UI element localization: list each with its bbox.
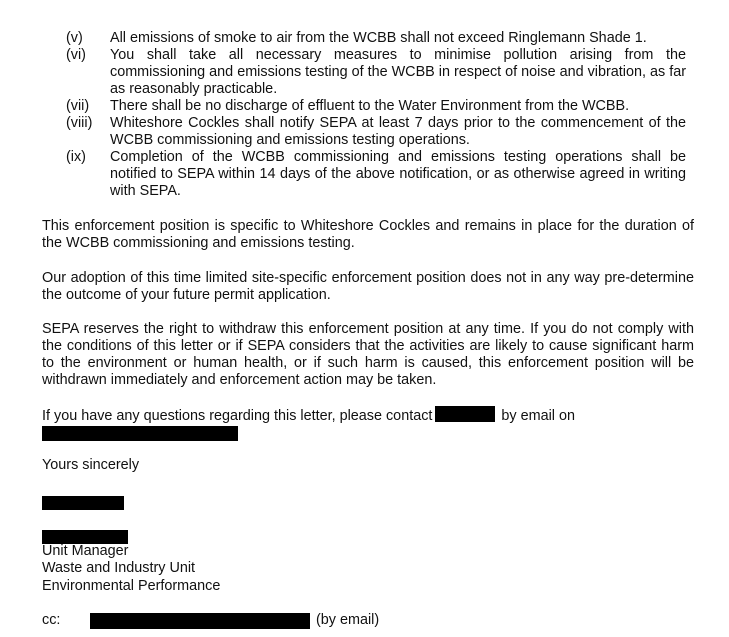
condition-item <box>66 30 686 47</box>
paragraph-specific: This enforcement position is specific to Whiteshore Cockles and remains in place for the duration of the WCBB commissioning and emissions testing. <box>42 218 694 251</box>
condition-item <box>66 115 686 149</box>
condition-item <box>66 149 686 200</box>
contact-prefix: If you have any questions regarding this letter, please contact <box>42 408 433 424</box>
paragraph-adoption: Our adoption of this time limited site-specific enforcement position does not in any way pre-determine the outcome of your future permit application. <box>42 270 694 303</box>
condition-number: (ix) <box>66 149 86 165</box>
condition-number: (vi) <box>66 47 86 63</box>
redacted-contact-name <box>435 406 495 422</box>
condition-text: There shall be no discharge of effluent to the Water Environment from the WCBB. <box>110 98 630 114</box>
contact-suffix: by email on <box>501 408 575 424</box>
condition-item <box>66 47 686 98</box>
condition-number: (viii) <box>66 115 93 131</box>
redacted-email <box>42 426 238 441</box>
cc-suffix: (by email) <box>316 612 380 628</box>
condition-text: All emissions of smoke to air from the WCBB shall not exceed Ringlemann Shade 1. <box>110 30 647 46</box>
condition-text: Completion of the WCBB commissioning and emissions testing operations shall be notified to SEPA within 14 days of the above notification, or as otherwise agreed in writing with SEPA. <box>110 149 686 199</box>
redacted-signatory-name <box>42 530 128 544</box>
condition-item <box>66 98 686 115</box>
contact-line <box>42 406 575 425</box>
cc-line <box>42 612 60 629</box>
condition-number: (vii) <box>66 98 90 114</box>
signatory-title: Unit Manager <box>42 543 129 559</box>
signatory-unit: Waste and Industry Unit <box>42 560 196 576</box>
paragraph-reserves: SEPA reserves the right to withdraw this enforcement position at any time. If you do not comply with the conditions of this letter or if SEPA considers that the activities are likely to cause significant harm to the environment or human health, or if such harm is caused, this enforcement position will be withdrawn immediately and enforcement action may be taken. <box>42 321 694 388</box>
closing: Yours sincerely <box>42 457 140 473</box>
redacted-signature <box>42 496 124 510</box>
redacted-cc-recipient <box>90 613 310 629</box>
signatory-department: Environmental Performance <box>42 578 221 594</box>
cc-label: cc: <box>42 612 61 628</box>
condition-text: You shall take all necessary measures to minimise pollution arising from the commissioning and emissions testing of the WCBB in respect of noise and vibration, as far as reasonably practicable. <box>110 47 686 97</box>
condition-number: (v) <box>66 30 83 46</box>
conditions-list <box>66 30 686 200</box>
condition-text: Whiteshore Cockles shall notify SEPA at least 7 days prior to the commencement of the WCBB commissioning and emissions testing operations. <box>110 115 686 148</box>
